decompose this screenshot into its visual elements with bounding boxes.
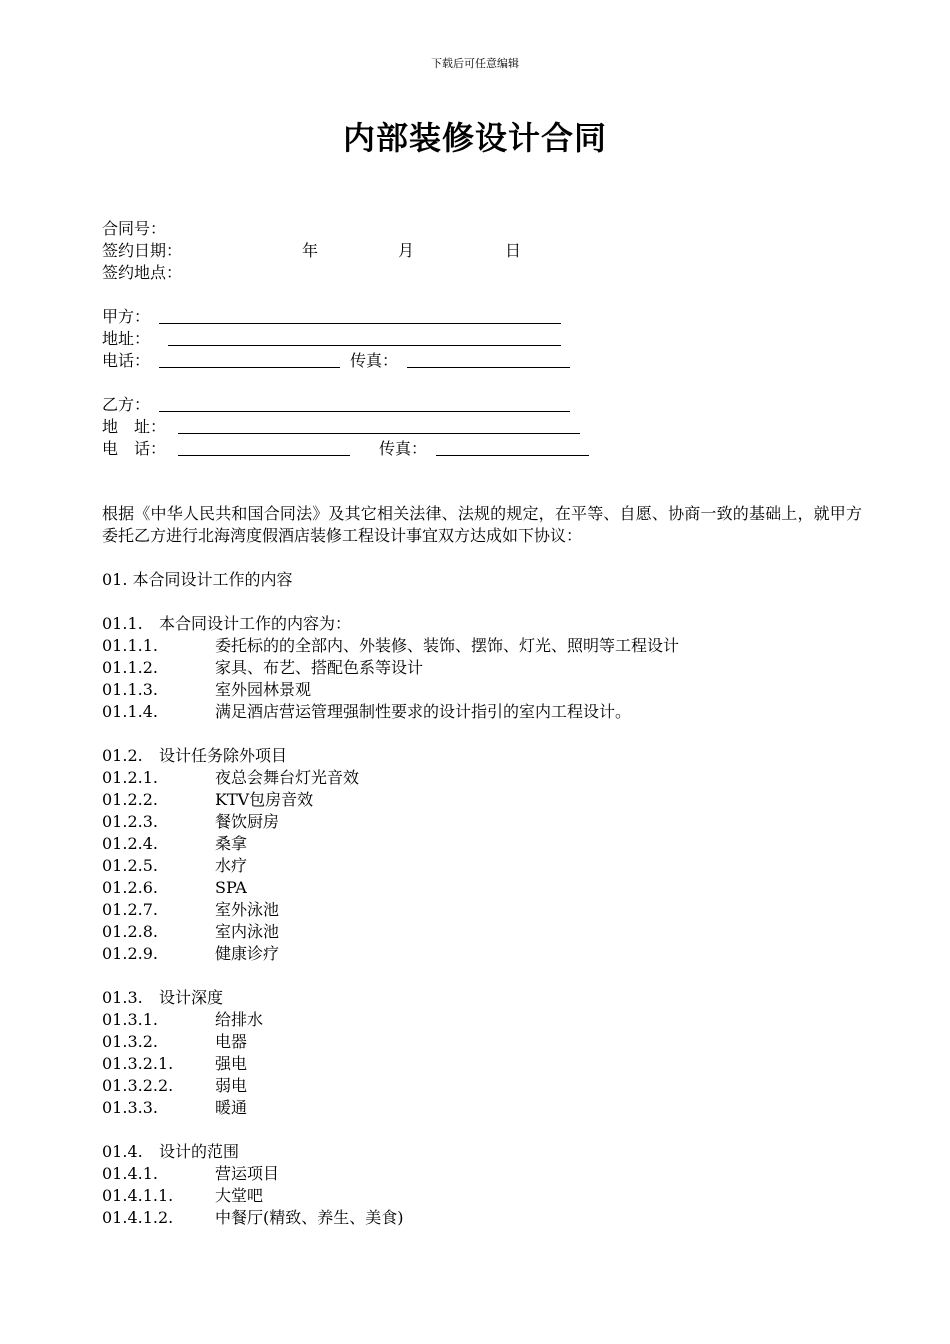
section-heading-text: 本合同设计工作的内容为：: [159, 614, 352, 633]
list-item: 01.4.1.1. 大堂吧: [102, 1186, 264, 1205]
day-label: 日: [505, 241, 522, 260]
party-a-phone-blank: [159, 350, 340, 368]
section-heading-text: 设计任务除外项目: [159, 746, 288, 765]
section-1-1-heading: [102, 613, 862, 635]
party-b-address-line: [102, 416, 862, 438]
sign-date-line: [102, 240, 862, 262]
contract-no-label: 合同号：: [102, 219, 167, 238]
party-b-phone-label: 电 话：: [102, 439, 167, 458]
list-item: 01.3.3. 暖通: [102, 1098, 248, 1117]
party-a-block: [102, 306, 862, 372]
party-b-name-label: 乙方：: [102, 395, 151, 414]
section-1-2-heading: [102, 745, 862, 767]
section-1-heading: 01. 本合同设计工作的内容: [102, 570, 293, 589]
section-number: 01.3.: [102, 988, 143, 1007]
list-item: 01.1.3. 室外园林景观: [102, 680, 312, 699]
party-b-name-blank: [159, 394, 570, 412]
sign-place-label: 签约地点：: [102, 263, 183, 282]
contract-no-line: [102, 218, 862, 240]
list-item: 01.2.4. 桑拿: [102, 834, 248, 853]
party-b-name-line: [102, 394, 862, 416]
list-item: 01.4.1. 营运项目: [102, 1164, 280, 1183]
list-item: 01.2.9. 健康诊疗: [102, 944, 280, 963]
party-a-address-line: [102, 328, 862, 350]
party-b-address-blank: [178, 416, 580, 434]
party-a-phone-label: 电话：: [102, 351, 151, 370]
section-number: 01.4.: [102, 1142, 143, 1161]
party-b-address-label: 地 址：: [102, 417, 167, 436]
party-b-fax-label: 传真：: [379, 439, 428, 458]
party-a-fax-label: 传真：: [350, 351, 399, 370]
list-item: 01.3.2.2. 弱电: [102, 1076, 248, 1095]
sign-place-line: [102, 262, 862, 284]
party-a-name-blank: [159, 306, 561, 324]
party-b-fax-blank: [436, 438, 589, 456]
header-note: 下载后可任意编辑: [431, 57, 519, 70]
list-item: 01.2.1. 夜总会舞台灯光音效: [102, 768, 360, 787]
party-a-name-label: 甲方：: [102, 307, 151, 326]
sign-date-label: 签约日期：: [102, 241, 183, 260]
party-a-address-label: 地址：: [102, 329, 151, 348]
section-1-4-heading: [102, 1141, 862, 1163]
list-item: 01.3.2.1. 强电: [102, 1054, 248, 1073]
list-item: 01.2.8. 室内泳池: [102, 922, 280, 941]
section-number: 01.2.: [102, 746, 143, 765]
page-title: 内部装修设计合同: [342, 119, 607, 157]
list-item: 01.3.2. 电器: [102, 1032, 248, 1051]
party-b-contact-line: [102, 438, 862, 460]
section-1-3-heading: [102, 987, 862, 1009]
list-item: 01.2.3. 餐饮厨房: [102, 812, 280, 831]
section-heading-text: 设计的范围: [159, 1142, 240, 1161]
month-label: 月: [398, 241, 415, 260]
party-b-phone-blank: [178, 438, 350, 456]
list-item: 01.2.2. KTV包房音效: [102, 790, 314, 809]
party-a-contact-line: [102, 350, 862, 372]
list-item: 01.4.1.2. 中餐厅(精致、养生、美食): [102, 1208, 404, 1227]
party-a-name-line: [102, 306, 862, 328]
list-item: 01.2.7. 室外泳池: [102, 900, 280, 919]
list-item: 01.1.2. 家具、布艺、搭配色系等设计: [102, 658, 424, 677]
list-item: 01.2.5. 水疗: [102, 856, 248, 875]
section-number: 01.1.: [102, 614, 143, 633]
list-item: 01.3.1. 给排水: [102, 1010, 264, 1029]
list-item: 01.1.1. 委托标的的全部内、外装修、装饰、摆饰、灯光、照明等工程设计: [102, 636, 680, 655]
party-a-address-blank: [168, 328, 561, 346]
contract-meta: [102, 218, 862, 284]
section-heading-text: 设计深度: [159, 988, 224, 1007]
intro-paragraph: 根据《中华人民共和国合同法》及其它相关法律、法规的规定，在平等、自愿、协商一致的基础上，就甲方委托乙方进行北海湾度假酒店装修工程设计事宜双方达成如下协议：: [102, 504, 862, 545]
party-a-fax-blank: [407, 350, 570, 368]
contract-body: [102, 503, 862, 1229]
list-item: 01.1.4. 满足酒店营运管理强制性要求的设计指引的室内工程设计。: [102, 702, 632, 721]
list-item: 01.2.6. SPA: [102, 878, 247, 897]
party-b-block: [102, 394, 862, 460]
year-label: 年: [302, 241, 319, 260]
